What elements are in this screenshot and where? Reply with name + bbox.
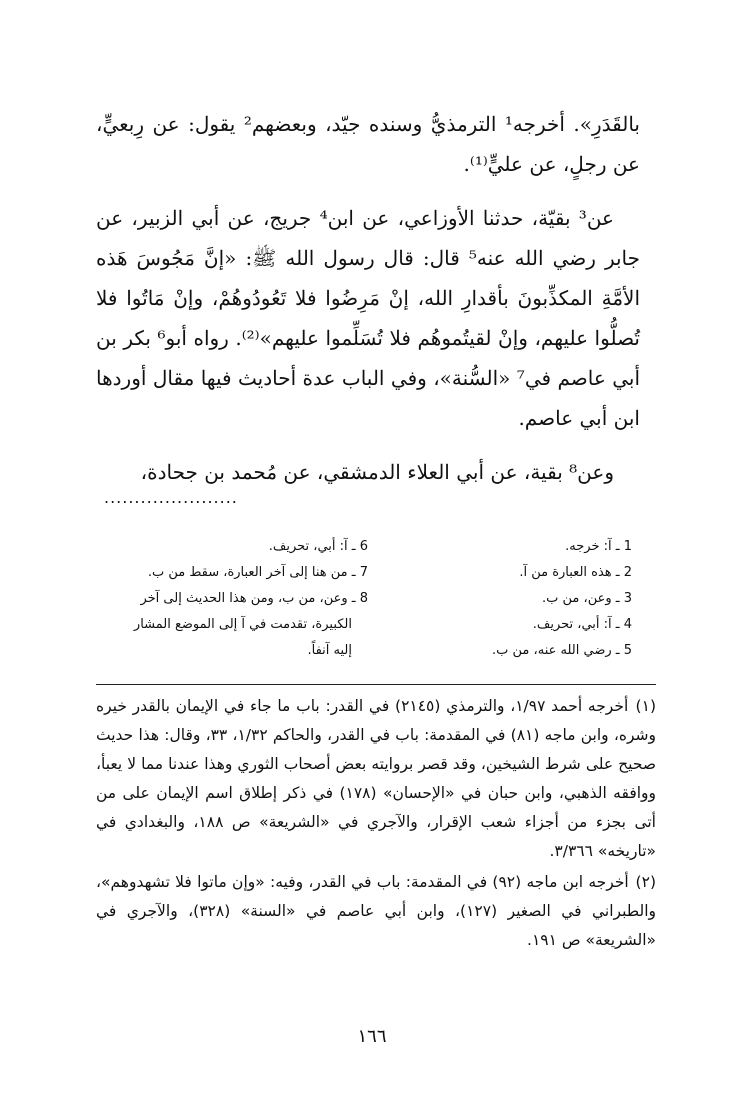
main-text (96, 104, 640, 506)
paragraph-2: عن³ بقيّة، حدثنا الأوزاعي، عن ابن⁴ جريج، عن أبي الزبير، عن جابر رضي الله عنه⁵ قال: قال رسول الله ﷺ: «إنَّ مَجُوسَ هَذه الأمَّةِ المكذِّبونَ بأقدارِ الله، إنْ مَرِضُوا فلا تَعُودُوهُمْ، وإنْ مَاتُوا فلا تُصلُّوا عليهم، وإنْ لقيتُموهُم فلا تُسَلِّموا عليهم»⁽²⁾. رواه أبو⁶ بكر بن أبي عاصم في⁷ «السُّنة»، وفي الباب عدة أحاديث فيها مقال أوردها ابن أبي عاصم. (96, 206, 640, 430)
variants-left-column (78, 534, 368, 664)
variant-note: 5 ـ رضي الله عنه، من ب. (492, 643, 632, 658)
variant-note-continuation: الكبيرة، تقدمت في آ إلى الموضع المشار (133, 617, 352, 632)
footnote-2 (96, 868, 656, 955)
variant-note: 4 ـ آ: أبي، تحريف. (532, 617, 632, 632)
manuscript-variants (96, 534, 640, 679)
paragraph-3: وعن⁸ بقية، عن أبي العلاء الدمشقي، عن مُحمد بن جحادة، (140, 460, 614, 484)
paragraph-1: بالقَدَرِ». أخرجه¹ الترمذيُّ وسنده جيّد، وبعضهم² يقول: عن رِبعيٍّ، عن رجلٍ، عن عليٍّ⁽¹⁾. (96, 112, 640, 176)
variant-note-continuation: إليه آنفاً. (307, 643, 352, 658)
variant-note: 7 ـ من هنا إلى آخر العبارة، سقط من ب. (147, 565, 368, 580)
footnotes (96, 692, 656, 957)
variant-note: 8 ـ وعن، من ب، ومن هذا الحديث إلى آخر (140, 591, 368, 606)
page-number: ١٦٦ (357, 1026, 387, 1047)
separator-dots: ...................... (104, 488, 238, 507)
footnote-text: أخرجه ابن ماجه (٩٢) في المقدمة: باب في القدر، وفيه: «وإن ماتوا فلا تشهدوهم»، والطبراني في الصغير (١٢٧)، وابن أبي عاصم في «السنة» (٣٢٨)، والآجري في «الشريعة» ص ١٩١. (96, 873, 656, 949)
footnote-number: (٢) (635, 873, 656, 891)
footnote-1 (96, 692, 656, 866)
footnote-text: أخرجه أحمد ١/٩٧، والترمذي (٢١٤٥) في القدر: باب ما جاء في الإيمان بالقدر خيره وشره، وابن ماجه (٨١) في المقدمة: باب في القدر، والحاكم ١/٣٢، ٣٣، وقال: هذا حديث صحيح على شرط الشيخين، وقد قصر بروايته بعض أصحاب الثوري وهذا عندنا مما لا يعبأ، ووافقه الذهبي، وابن حبان في «الإحسان» (١٧٨) في ذكر إطلاق اسم الإيمان على من أتى بجزء من أجزاء شعب الإقرار، والآجري في «الشريعة» ص ١٨٨، والبغدادي في «تاريخه» ٣/٣٦٦. (96, 697, 657, 860)
variant-note: 1 ـ آ: خرجه. (565, 539, 632, 554)
variants-right-column (392, 534, 632, 664)
footnote-divider (96, 684, 656, 685)
footnote-number: (١) (635, 697, 656, 715)
variant-note: 6 ـ آ: أبي، تحريف. (268, 539, 368, 554)
variant-note: 3 ـ وعن، من ب. (542, 591, 632, 606)
variant-note: 2 ـ هذه العبارة من آ. (519, 565, 632, 580)
